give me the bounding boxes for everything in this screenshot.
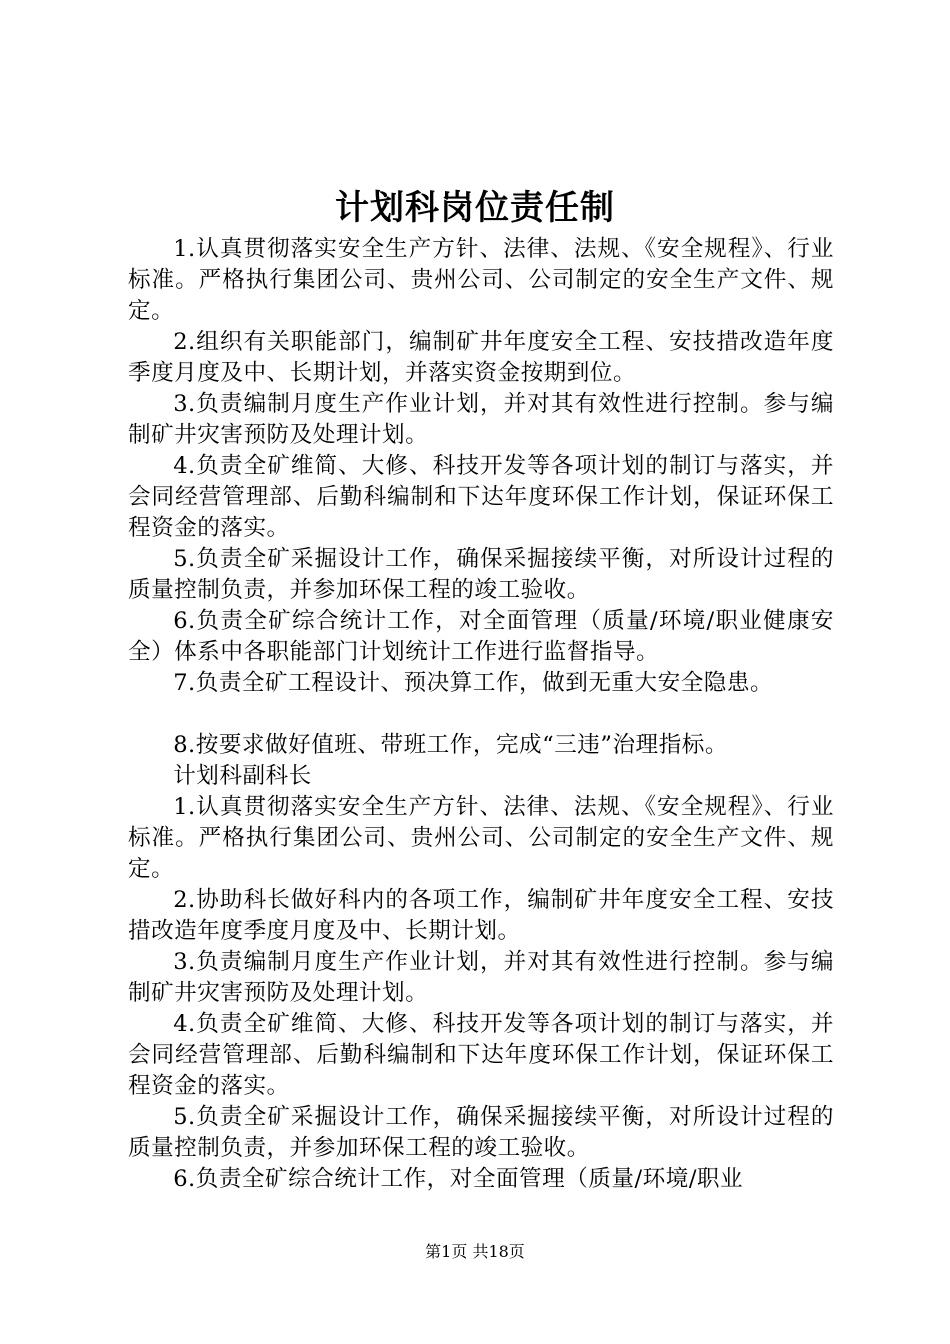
- duty-paragraph-8: 8.按要求做好值班、带班工作，完成“三违”治理指标。: [173, 732, 728, 758]
- duty-paragraph-6: 6.负责全矿综合统计工作，对全面管理（质量/环境/职业健康安全）体系中各职能部门计划统计工作进行监督指导。: [128, 608, 834, 665]
- duty-paragraph-3: 3.负责编制月度生产作业计划，并对其有效性进行控制。参与编制矿井灾害预防及处理计划。: [128, 391, 834, 448]
- deputy-duty-paragraph-2: 2.协助科长做好科内的各项工作，编制矿井年度安全工程、安技措改造年度季度月度及中、长期计划。: [128, 887, 834, 944]
- document-body: [128, 234, 834, 1195]
- duty-paragraph-2: 2.组织有关职能部门，编制矿井年度安全工程、安技措改造年度季度月度及中、长期计划，并落实资金按期到位。: [128, 329, 834, 386]
- duty-paragraph-5: 5.负责全矿采掘设计工作，确保采掘接续平衡，对所设计过程的质量控制负责，并参加环保工程的竣工验收。: [128, 546, 834, 603]
- duty-paragraph-1: 1.认真贯彻落实安全生产方针、法律、法规、《安全规程》、行业标准。严格执行集团公司、贵州公司、公司制定的安全生产文件、规定。: [128, 236, 834, 324]
- document-title: 计划科岗位责任制: [335, 188, 615, 228]
- deputy-duty-paragraph-4: 4.负责全矿维简、大修、科技开发等各项计划的制订与落实，并会同经营管理部、后勤科编制和下达年度环保工作计划，保证环保工程资金的落实。: [128, 1011, 834, 1099]
- duty-paragraph-4: 4.负责全矿维简、大修、科技开发等各项计划的制订与落实，并会同经营管理部、后勤科编制和下达年度环保工作计划，保证环保工程资金的落实。: [128, 453, 834, 541]
- page-number-footer: 第1页 共18页: [425, 1242, 525, 1261]
- duty-paragraph-7: 7.负责全矿工程设计、预决算工作，做到无重大安全隐患。: [173, 670, 774, 696]
- deputy-duty-paragraph-3: 3.负责编制月度生产作业计划，并对其有效性进行控制。参与编制矿井灾害预防及处理计划。: [128, 949, 834, 1006]
- deputy-duty-paragraph-5: 5.负责全矿采掘设计工作，确保采掘接续平衡，对所设计过程的质量控制负责，并参加环保工程的竣工验收。: [128, 1104, 834, 1161]
- deputy-duty-paragraph-1: 1.认真贯彻落实安全生产方针、法律、法规、《安全规程》、行业标准。严格执行集团公司、贵州公司、公司制定的安全生产文件、规定。: [128, 794, 834, 882]
- deputy-section-heading: 计划科副科长: [173, 763, 312, 789]
- deputy-duty-paragraph-6: 6.负责全矿综合统计工作，对全面管理（质量/环境/职业: [173, 1166, 744, 1192]
